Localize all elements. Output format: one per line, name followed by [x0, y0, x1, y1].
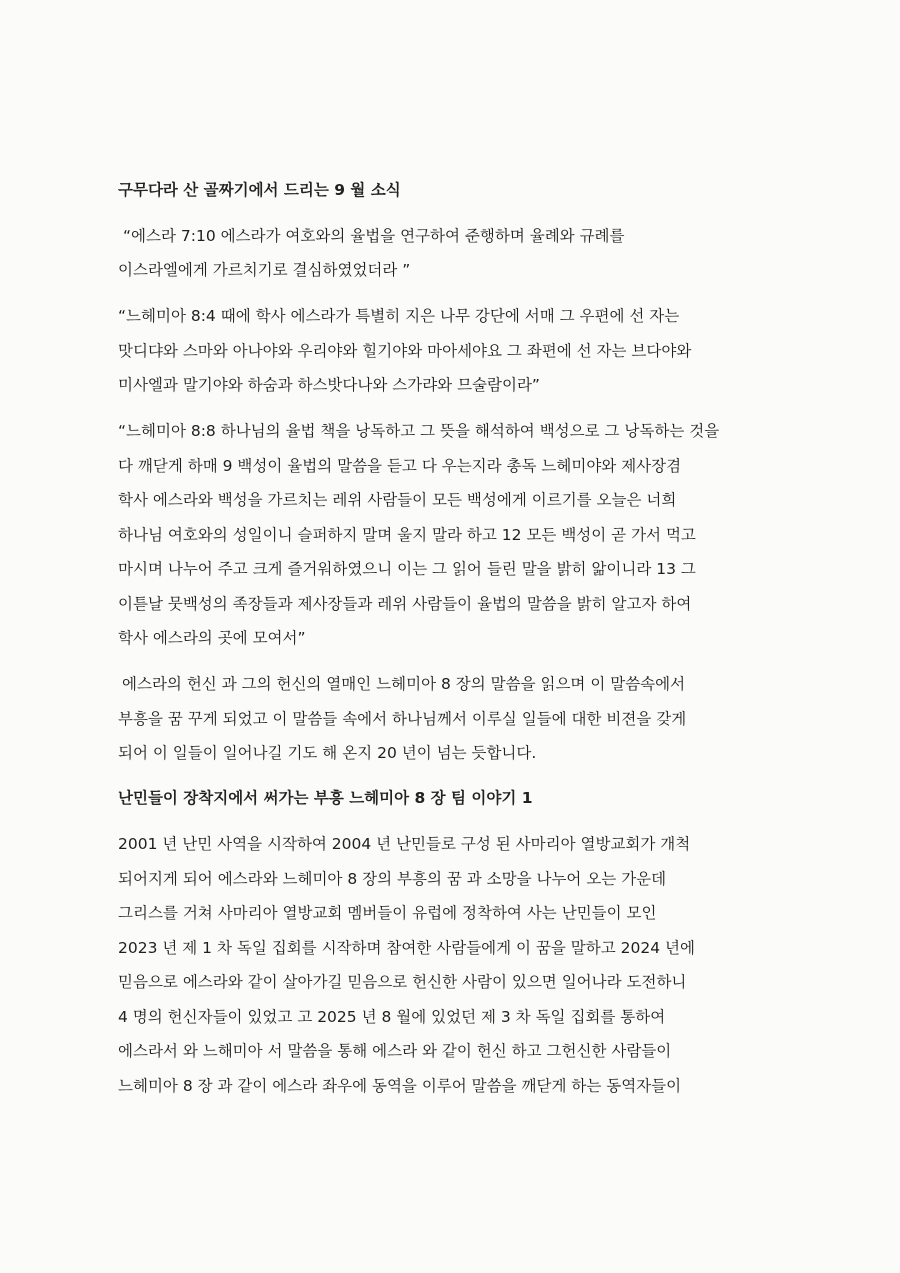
- paragraph-line: 4 명의 헌신자들이 있었고 고 2025 년 8 월에 있었던 제 3 차 독일 집회를 통하여: [118, 1008, 666, 1026]
- paragraph-line: 에스라서 와 느해미아 서 말씀을 통해 에스라 와 같이 헌신 하고 그헌신한 사람들이: [118, 1042, 672, 1060]
- paragraph-line: 느헤미아 8 장 과 같이 에스라 좌우에 동역을 이루어 말씀을 깨닫게 하는 동역자들이: [118, 1077, 682, 1095]
- quote-line: 다 깨닫게 하매 9 백성이 율법의 말씀을 듣고 다 우는지라 총독 느헤미야와 제사장겸: [118, 457, 682, 475]
- quote-line: 미사엘과 말기야와 하숨과 하스밧다나와 스가랴와 므술람이라”: [118, 376, 540, 394]
- paragraph-line: 되어 이 일들이 일어나길 기도 해 온지 20 년이 넘는 듯합니다.: [118, 744, 537, 762]
- quote-line: 맛디댜와 스마와 아나야와 우리야와 힐기야와 마아세야요 그 좌편에 선 자는 브다야와: [118, 342, 692, 360]
- quote-line: 하나님 여호와의 성일이니 슬퍼하지 말며 울지 말라 하고 12 모든 백성이 곧 가서 먹고: [118, 526, 696, 544]
- paragraph-line: 그리스를 거쳐 사마리아 열방교회 멤버들이 유럽에 정착하여 사는 난민들이 모인: [118, 904, 657, 922]
- section-subheading: 난민들이 장착지에서 써가는 부흥 느헤미아 8 장 팀 이야기 1: [118, 789, 533, 807]
- quote-line: 이스라엘에게 가르치기로 결심하였었더라 ”: [118, 261, 411, 279]
- quote-line: “느헤미아 8:4 때에 학사 에스라가 특별히 지은 나무 강단에 서매 그 우편에 선 자는: [118, 307, 680, 325]
- document-heading: 구무다라 산 골짜기에서 드리는 9 월 소식: [118, 181, 401, 199]
- quote-line: 학사 에스라의 곳에 모여서”: [118, 629, 306, 647]
- quote-line: 마시며 나누어 주고 크게 즐거워하였으니 이는 그 읽어 들린 말을 밝히 앎이니라 13 그: [118, 560, 696, 578]
- paragraph-line: 되어지게 되어 에스라와 느헤미아 8 장의 부흥의 꿈 과 소망을 나누어 오는 가운데: [118, 870, 667, 888]
- quote-line: 이튿날 뭇백성의 족장들과 제사장들과 레위 사람들이 율법의 말씀을 밝히 알고자 하여: [118, 595, 692, 613]
- quote-line: 학사 에스라와 백성을 가르치는 레위 사람들이 모든 백성에게 이르기를 오늘은 너희: [118, 491, 677, 509]
- quote-line: “느헤미아 8:8 하나님의 율법 책을 낭독하고 그 뜻을 해석하여 백성으로 그 낭독하는 것을: [118, 422, 720, 440]
- paragraph-line: 믿음으로 에스라와 같이 살아가길 믿음으로 헌신한 사람이 있으면 일어나라 도전하니: [118, 973, 687, 991]
- quote-line: “에스라 7:10 에스라가 여호와의 율법을 연구하여 준행하며 율례와 규례를: [123, 227, 625, 245]
- paragraph-line: 부흥을 꿈 꾸게 되었고 이 말씀들 속에서 하나님께서 이루실 일들에 대한 비젼을 갖게: [118, 710, 687, 728]
- paragraph-line: 에스라의 헌신 과 그의 헌신의 열매인 느헤미아 8 장의 말씀을 읽으며 이 말씀속에서: [122, 675, 686, 693]
- paragraph-line: 2001 년 난민 사역을 시작하여 2004 년 난민들로 구성 된 사마리아 열방교회가 개척: [118, 835, 691, 853]
- paragraph-line: 2023 년 제 1 차 독일 집회를 시작하며 참여한 사람들에게 이 꿈을 말하고 2024 년에: [118, 939, 695, 957]
